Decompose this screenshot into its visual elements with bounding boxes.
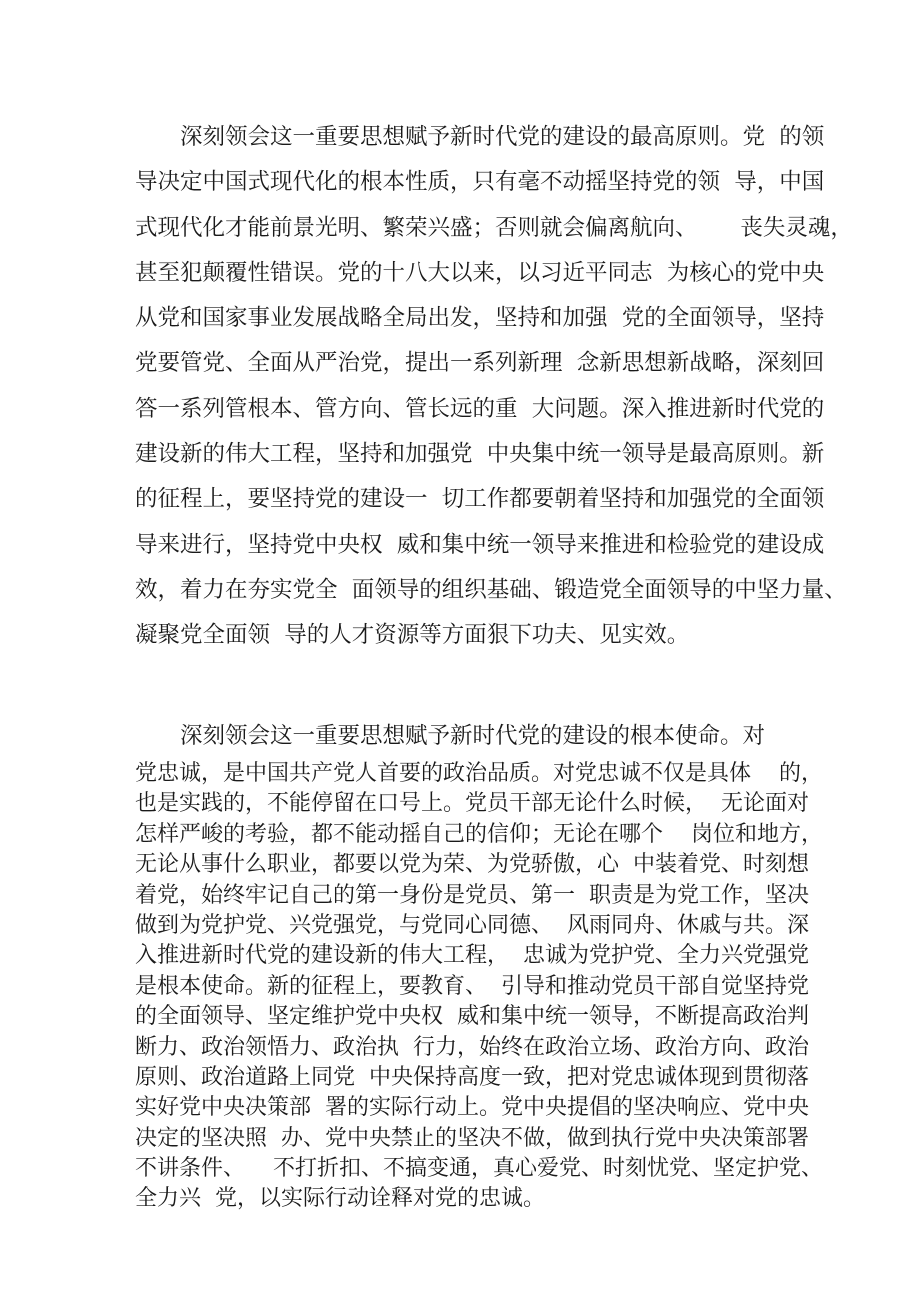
- paragraph-line: 深刻领会这一重要思想赋予新时代党的建设的最高原则。党 的领: [180, 124, 825, 150]
- paragraph-line: 无论从事什么职业，都要以党为荣、为党骄傲，心 中装着党、时刻想: [135, 852, 809, 878]
- paragraph-line: 着党，始终牢记自己的第一身份是党员、第一 职责是为党工作，坚决: [135, 882, 809, 908]
- paragraph-line: 的征程上，要坚持党的建设一 切工作都要朝着坚持和加强党的全面领: [135, 486, 825, 513]
- paragraph-highest-principle: [135, 115, 853, 659]
- paragraph-line: 导来进行，坚持党中央权 威和集中统一领导来推进和检验党的建设成: [135, 531, 825, 558]
- paragraph-fundamental-mission-heading: 深刻领会这一重要思想赋予新时代党的建设的根本使命。对: [180, 723, 766, 749]
- paragraph-line: 也是实践的，不能停留在口号上。党员干部无论什么时候， 无论面对: [135, 791, 809, 817]
- paragraph-line: 党要管党、全面从严治党，提出一系列新理 念新思想新战略，深刻回: [135, 350, 825, 377]
- paragraph-line: 甚至犯颠覆性错误。党的十八大以来，以习近平同志 为核心的党中央: [135, 259, 825, 286]
- paragraph-line: 实好党中央决策部 署的实际行动上。党中央提倡的坚决响应、党中央: [135, 1095, 809, 1121]
- paragraph-line: 断力、政治领悟力、政治执 行力，始终在政治立场、政治方向、政治: [135, 1034, 809, 1060]
- paragraph-line: 建设新的伟大工程，坚持和加强党 中央集中统一领导是最高原则。新: [135, 441, 825, 468]
- paragraph-line: 怎样严峻的考验，都不能动摇自己的信仰；无论在哪个 岗位和地方，: [135, 821, 823, 847]
- paragraph-line: 凝聚党全面领 导的人才资源等方面狠下功夫、见实效。: [135, 622, 690, 649]
- paragraph-line: 导决定中国式现代化的根本性质，只有毫不动摇坚持党的领 导，中国: [135, 169, 825, 196]
- paragraph-line: 决定的坚决照 办、党中央禁止的坚决不做，做到执行党中央决策部署: [135, 1125, 809, 1151]
- paragraph-line: 是根本使命。新的征程上，要教育、 引导和推动党员干部自觉坚持党: [135, 973, 809, 999]
- paragraph-line: 不讲条件、 不打折扣、不搞变通，真心爱党、时刻忧党、坚定护党、: [135, 1156, 823, 1182]
- paragraph-fundamental-mission: [135, 759, 823, 1215]
- paragraph-line: 全力兴 党，以实际行动诠释对党的忠诚。: [135, 1186, 545, 1212]
- paragraph-line: 党忠诚，是中国共产党人首要的政治品质。对党忠诚不仅是具体 的，: [135, 761, 823, 786]
- paragraph-line: 式现代化才能前景光明、繁荣兴盛；否则就会偏离航向、 丧失灵魂，: [135, 214, 853, 241]
- paragraph-line: 效，着力在夯实党全 面领导的组织基础、锻造党全面领导的中坚力量、: [135, 576, 847, 603]
- paragraph-line: 从党和国家事业发展战略全局出发，坚持和加强 党的全面领导，坚持: [135, 305, 825, 332]
- paragraph-line: 做到为党护党、兴党强党，与党同心同德、 风雨同舟、休戚与共。深: [135, 912, 809, 938]
- paragraph-line: 入推进新时代党的建设新的伟大工程， 忠诚为党护党、全力兴党强党: [135, 943, 809, 969]
- paragraph-line: 答一系列管根本、管方向、管长远的重 大问题。深入推进新时代党的: [135, 395, 825, 422]
- paragraph-line: 原则、政治道路上同党 中央保持高度一致，把对党忠诚体现到贯彻落: [135, 1064, 809, 1090]
- paragraph-line: 的全面领导、坚定维护党中央权 威和集中统一领导，不断提高政治判: [135, 1004, 809, 1030]
